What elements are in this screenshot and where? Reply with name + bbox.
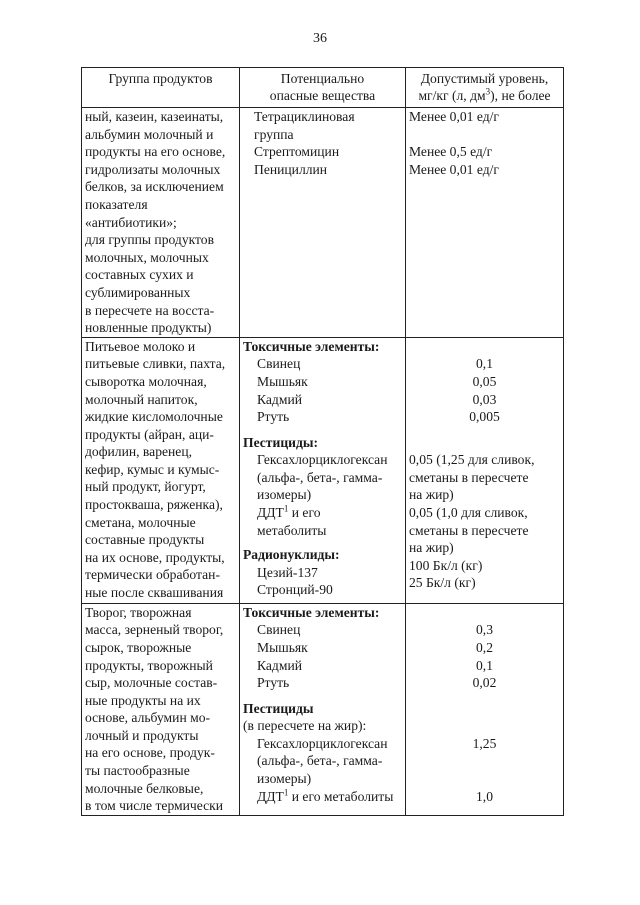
text-line: ты пастообразные	[85, 763, 190, 779]
text-line: Питьевое молоко и	[85, 338, 196, 354]
text-line: для группы продуктов	[85, 232, 215, 248]
text-line: Ртуть	[257, 675, 290, 691]
text-line: молочный напиток,	[85, 391, 198, 407]
text-line: в пересчете на восста-	[85, 302, 215, 318]
text-line: ные после сквашивания	[85, 585, 224, 601]
text-line: молочные белковые,	[85, 780, 204, 796]
text-line: кефир, кумыс и кумыс-	[85, 461, 220, 477]
table-row	[82, 108, 564, 338]
text-line: основе, альбумин мо-	[85, 710, 211, 726]
text-line: Кадмий	[257, 391, 302, 407]
levels-cell	[406, 108, 564, 338]
page-number: 36	[313, 31, 327, 46]
text-line: 0,2	[476, 639, 493, 655]
text-line: продукты (айран, аци-	[85, 426, 214, 442]
text-line: Свинец	[257, 622, 301, 638]
superscript: 3	[485, 86, 491, 97]
text-line	[409, 752, 560, 770]
text-line: продукты на его основе,	[85, 144, 226, 160]
text-line: 0,1	[476, 356, 493, 372]
text-line: в том числе термически	[85, 798, 224, 814]
superscript: 1	[283, 787, 289, 798]
text-line: сыворотка молочная,	[85, 373, 207, 389]
text-line: на его основе, продук-	[85, 745, 215, 761]
header-permissible-level	[406, 68, 564, 108]
text-line: на их основе, продукты,	[85, 549, 225, 565]
substances-cell	[240, 603, 406, 815]
section-heading: Токсичные элементы:	[243, 338, 380, 354]
text-line: Мышьяк	[257, 373, 308, 389]
text-line: Группа продуктов	[108, 71, 213, 86]
substances-cell	[240, 108, 406, 338]
text-line: изомеры)	[257, 771, 312, 787]
product-group-cell	[82, 337, 240, 603]
text-line	[409, 604, 560, 622]
text-line: Пенициллин	[254, 161, 328, 177]
norms-table	[81, 67, 564, 816]
text-line: белков, за исключением	[85, 179, 224, 195]
text-line: Гексахлорциклогексан	[257, 735, 388, 751]
text-line: гидролизаты молочных	[85, 161, 221, 177]
text-line: составные продукты	[85, 532, 205, 548]
text-line: сырок, творожные	[85, 639, 192, 655]
text-line: сметаны в пересчете	[409, 469, 529, 485]
text-line: продукты, творожный	[85, 657, 213, 673]
text-line	[243, 539, 402, 546]
superscript: 1	[283, 503, 289, 514]
text-line: на жир)	[409, 540, 454, 556]
text-line: ный, казеин, казеинаты,	[85, 109, 224, 124]
text-line	[409, 126, 560, 144]
header-product-group	[82, 68, 240, 108]
text-line: Менее 0,01 ед/г	[409, 161, 499, 177]
text-line: Гексахлорциклогексан	[257, 452, 388, 468]
text-line: Менее 0,01 ед/г	[409, 109, 499, 124]
text-line	[409, 770, 560, 788]
table-header-row	[82, 68, 564, 108]
text-line	[409, 692, 560, 700]
text-line: Свинец	[257, 356, 301, 372]
text-line: на жир)	[409, 487, 454, 503]
text-line: Кадмий	[257, 657, 302, 673]
text-line: Творог, творожная	[85, 604, 192, 620]
text-line: Цезий-137	[257, 564, 318, 580]
table-row	[82, 603, 564, 815]
header-hazardous-substances	[240, 68, 406, 108]
text-line: опасные вещества	[269, 88, 376, 103]
text-line: 1,25	[472, 735, 497, 751]
text-line: жидкие кисломолочные	[85, 409, 223, 425]
text-line: термически обработан-	[85, 567, 220, 583]
text-line: 0,3	[476, 622, 493, 638]
text-line: 25 Бк/л (кг)	[409, 575, 476, 591]
text-line	[409, 426, 560, 434]
text-line: простокваша, ряженка),	[85, 497, 223, 513]
text-line: ный продукт, йогурт,	[85, 479, 206, 495]
section-heading: Пестициды:	[243, 434, 318, 450]
text-line: сублимированных	[85, 284, 191, 300]
text-line: сыр, молочные состав-	[85, 675, 218, 691]
text-line: группа	[254, 126, 294, 142]
text-line: показателя	[85, 196, 148, 212]
text-line: питьевые сливки, пахта,	[85, 356, 226, 372]
text-line: (альфа-, бета-, гамма-	[257, 753, 383, 769]
text-line: составных сухих и	[85, 267, 194, 283]
text-line: (в пересчете на жир):	[243, 718, 367, 734]
text-line: ДДТ$^1$ и его	[257, 503, 321, 521]
text-line	[243, 426, 402, 434]
section-heading: Токсичные элементы:	[243, 604, 380, 620]
text-line	[243, 692, 402, 700]
text-line: Тетрациклиновая	[254, 109, 355, 124]
text-line: Мышьяк	[257, 639, 308, 655]
text-line: масса, зерненый творог,	[85, 622, 224, 638]
text-line: Стрептомицин	[254, 144, 340, 160]
text-line: 0,05 (1,0 для сливок,	[409, 505, 528, 521]
text-line: Потенциально	[280, 71, 365, 86]
text-line: сметана, молочные	[85, 514, 196, 530]
product-group-cell	[82, 603, 240, 815]
text-line: альбумин молочный и	[85, 126, 214, 142]
section-heading: Пестициды	[243, 700, 314, 716]
text-line: Стронций-90	[257, 582, 333, 598]
text-line: 100 Бк/л (кг)	[409, 557, 483, 573]
text-line	[409, 434, 560, 452]
product-group-cell	[82, 108, 240, 338]
text-line: мг/кг (л, $дм^3$), не более	[418, 86, 551, 103]
text-line: Менее 0,5 ед/г	[409, 144, 493, 160]
table-row	[82, 337, 564, 603]
levels-cell	[406, 337, 564, 603]
text-line: 0,02	[472, 675, 497, 691]
text-line: лочный и продукты	[85, 727, 199, 743]
text-line: 1,0	[476, 788, 493, 804]
substances-cell	[240, 337, 406, 603]
text-line: изомеры)	[257, 487, 312, 503]
text-line: «антибиотики»;	[85, 214, 177, 230]
text-line: 0,1	[476, 657, 493, 673]
text-line: 0,05	[472, 373, 497, 389]
text-line: 0,005	[469, 409, 500, 425]
text-line: сметаны в пересчете	[409, 522, 529, 538]
levels-cell	[406, 603, 564, 815]
text-line: молочных, молочных	[85, 249, 209, 265]
section-heading: Радионуклиды:	[243, 547, 340, 563]
text-line: (альфа-, бета-, гамма-	[257, 469, 383, 485]
text-line: 0,05 (1,25 для сливок,	[409, 452, 535, 468]
text-line	[409, 338, 560, 356]
text-line: ные продукты на их	[85, 692, 201, 708]
text-line: Допустимый уровень,	[420, 71, 549, 86]
text-line	[409, 700, 560, 718]
text-line: Ртуть	[257, 409, 290, 425]
text-line: дофилин, варенец,	[85, 444, 193, 460]
text-line	[409, 717, 560, 735]
text-line: 0,03	[472, 391, 497, 407]
text-line: метаболиты	[257, 522, 327, 538]
text-line: новленные продукты)	[85, 320, 212, 336]
text-line: ДДТ$^1$ и его метаболиты	[257, 787, 394, 804]
